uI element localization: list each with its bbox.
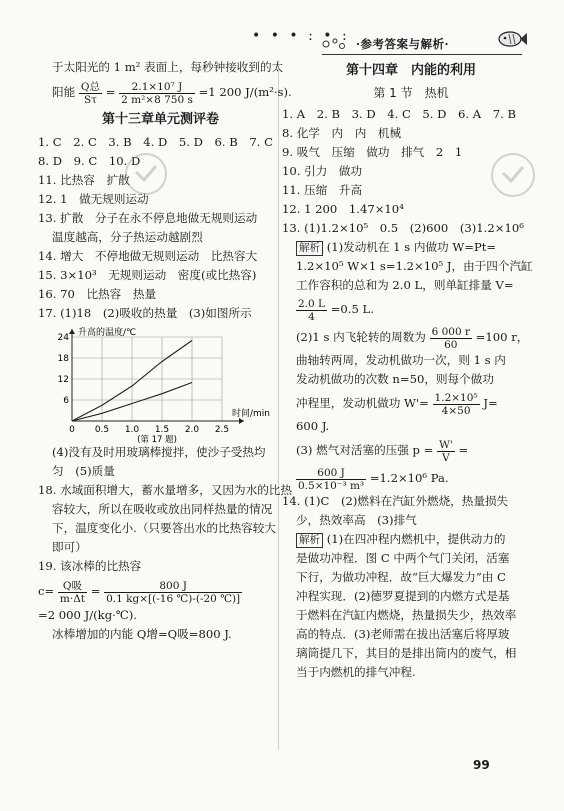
frac-den: 2 m²×8 750 s [121, 93, 193, 106]
decor-dots: • • • : • : [252, 28, 350, 44]
x-tick-label: 0 [69, 425, 75, 435]
frac-num: 1.2×10⁵ [434, 391, 478, 404]
intro-fraction-2 [119, 81, 195, 106]
ans-14-analysis-4: 冲程实现．(2)德罗夏提到的内燃方式是基 [296, 589, 510, 603]
work-prefix: 冲程里，发动机做功 W'= [296, 396, 429, 410]
intro-prefix: 阳能 [52, 85, 76, 99]
rev-result: =100 r， [475, 330, 529, 344]
ans-13-analysis-4 [282, 295, 540, 323]
answer-15: 15. 3×10³ 无规则运动 密度(或比热容) [38, 268, 257, 282]
ans-12: 12. 1 200 1.47×10⁴ [282, 202, 404, 216]
ans-13-analysis-1 [282, 238, 540, 257]
frac-num: 2.1×10⁷ J [119, 81, 195, 94]
answer-18: 18. 水域面积增大，蓄水量增多，又因为水的比热 [38, 483, 292, 497]
y-axis-label: 升高的温度/℃ [78, 328, 137, 338]
ans-14-analysis-7: 璃筒提几下，其目的是排出筒内的废气，相 [296, 646, 517, 660]
x-tick-label: 2.5 [214, 425, 230, 435]
frac-num: Q总 [80, 80, 100, 93]
frac-den: 0.1 kg×[(-16 ℃)-(-20 ℃)] [106, 592, 241, 605]
frac-den: 4×50 [441, 404, 471, 417]
rev-fraction [430, 326, 472, 351]
ans-13-analysis-10 [282, 436, 540, 464]
chapter-13-heading: 第十三章单元测评卷 [101, 112, 219, 127]
answer-11: 11. 比热容 扩散 [38, 173, 130, 187]
ans-13-analysis-7: 发动机做功的次数 n=50，则每个做功 [296, 372, 494, 386]
answer-18-cont3: 即可） [52, 540, 87, 554]
frac-den: 4 [308, 310, 315, 323]
frac-den: Sτ [83, 93, 97, 106]
x-tick-label: 1.5 [154, 425, 170, 435]
rev-prefix: (2)1 s 内飞轮转的周数为 [296, 330, 426, 344]
analysis-tag: 解析 [296, 241, 323, 256]
answer-17-cont2: 匀 (5)质量 [52, 464, 115, 478]
x-axis-label: 时间/min [232, 409, 271, 419]
header-rule [322, 54, 522, 55]
answer-19-formula [38, 576, 283, 606]
y-axis-arrow [69, 329, 75, 334]
ans-13-analysis-11 [282, 464, 540, 492]
section-1-heading: 第 1 节 热机 [373, 86, 449, 100]
ans-13-analysis-8 [282, 389, 540, 417]
answer-18-cont: 容较大，所以在吸收或放出同样热量的情况 [52, 502, 273, 516]
answer-14: 14. 增大 不停地做无规则运动 比热容大 [38, 249, 258, 263]
x-tick-label: 2.0 [184, 425, 200, 435]
ans-14-analysis-8: 当于内燃机的排气冲程. [296, 665, 416, 679]
work-fraction [433, 392, 480, 417]
frac-den: m·Δt [59, 592, 86, 605]
ans-14-analysis-5: 于燃料在汽缸内燃烧，热量损失少，热效率 [296, 608, 517, 622]
answer-19-end: 冰棒增加的内能 Q增=Q吸=800 J. [52, 627, 232, 641]
y-tick-label: 6 [63, 396, 69, 406]
fish-icon [496, 28, 528, 50]
c-prefix: c= [38, 584, 55, 598]
ans-14-analysis-6: 高的特点．(3)老师需在拔出活塞后将厚玻 [296, 627, 510, 641]
frac-num: 800 J [104, 580, 242, 593]
ans-14-analysis-3: 下行，为做功冲程．故“巨大爆发力”由 C [296, 570, 506, 584]
pressure-fraction [437, 439, 455, 464]
answer-8-10: 8. D 9. C 10. D [38, 154, 141, 168]
intro-line-2 [38, 77, 292, 107]
header-title: ·参考答案与解析· [356, 37, 450, 51]
ans-9: 9. 吸气 压缩 做功 排气 2 1 [282, 145, 463, 159]
intro-eq: = [105, 85, 116, 99]
frac-num: 6 000 r [431, 325, 470, 338]
x-tick-label: 1.0 [124, 425, 140, 435]
watermark-seal-icon [488, 150, 538, 200]
intro-result: =1 200 J/(m²·s). [198, 85, 292, 99]
answer-12: 12. 1 做无规则运动 [38, 192, 149, 206]
ans-13-analysis-6: 曲轴转两周，发动机做功一次，则 1 s 内 [296, 353, 506, 367]
ans-10: 10. 引力 做功 [282, 164, 363, 178]
y-tick-label: 18 [57, 354, 69, 364]
chart-caption: (第 17 题) [137, 435, 177, 443]
frac-den: 0.5×10⁻³ m³ [298, 479, 365, 492]
analysis-text: (1)发动机在 1 s 内做功 W=Pt= [326, 240, 497, 254]
ans-13: 13. (1)1.2×10⁵ 0.5 (2)600 (3)1.2×10⁶ [282, 221, 524, 235]
ans-1-7: 1. A 2. B 3. D 4. C 5. D 6. A 7. B [282, 107, 517, 121]
ans-14-analysis-1 [282, 530, 540, 549]
bubble-icon [320, 36, 350, 52]
volume-result: =0.5 L. [330, 302, 374, 316]
frac-num: 600 J [296, 467, 366, 480]
pressure-fraction-2 [296, 467, 366, 492]
answer-18-cont2: 下，温度变化小.（只要答出水的比热容较大 [52, 521, 276, 535]
q19-result: 2 000 J/(kg·℃). [47, 608, 137, 622]
ans-8: 8. 化学 内 内 机械 [282, 126, 402, 140]
page-header [0, 0, 564, 58]
intro-line-1: 于太阳光的 1 m² 表面上，每秒钟接收到的太 [52, 60, 284, 74]
answer-13-cont: 温度越高，分子热运动越剧烈 [52, 230, 203, 244]
frac-num: 2.0 L [298, 297, 326, 310]
answer-13: 13. 扩散 分子在永不停息地做无规则运动 [38, 211, 258, 225]
answer-17-cont: (4)没有及时用玻璃棒搅拌，使沙子受热均 [52, 445, 266, 459]
page-number: 99 [473, 758, 490, 772]
answer-17: 17. (1)18 (2)吸收的热量 (3)如图所示 [38, 306, 252, 320]
answer-1-7: 1. C 2. C 3. B 4. D 5. D 6. B 7. C [38, 135, 274, 149]
y-tick-label: 12 [57, 375, 69, 385]
x-tick-label: 0.5 [94, 425, 110, 435]
pressure-result: =1.2×10⁶ Pa. [369, 471, 449, 485]
work-rest: J= [483, 396, 498, 410]
pressure-eq: = [458, 443, 469, 457]
q19-fraction-1 [58, 580, 87, 605]
ans-13-analysis-5 [282, 323, 540, 351]
intro-fraction-1 [79, 81, 102, 106]
chart-svg [38, 323, 283, 443]
pressure-prefix: (3) 燃气对活塞的压强 p = [296, 443, 434, 457]
temperature-chart [38, 323, 283, 443]
ans-13-analysis-9: 600 J. [296, 419, 330, 433]
chapter-14-heading: 第十四章 内能的利用 [345, 63, 476, 78]
ans-14: 14. (1)C (2)燃料在汽缸外燃烧，热量损失 [282, 494, 509, 508]
frac-num: Q吸 [58, 580, 87, 593]
frac-den: 60 [444, 338, 458, 351]
analysis-tag: 解析 [296, 533, 323, 548]
frac-den: V [442, 451, 450, 464]
answer-16: 16. 70 比热容 热量 [38, 287, 157, 301]
frac-num: W' [439, 438, 453, 451]
ans-13-analysis-3: 工作容积的总和为 2.0 L，则单缸排量 V= [296, 278, 514, 292]
q19-eq: = [90, 584, 101, 598]
watermark-seal-icon [122, 150, 170, 198]
volume-fraction [296, 298, 327, 323]
ans-13-analysis-2: 1.2×10⁵ W×1 s=1.2×10⁵ J，由于四个汽缸 [296, 259, 533, 273]
answer-19: 19. 该冰棒的比热容 [38, 559, 142, 573]
analysis-text: (1)在四冲程内燃机中，提供动力的 [326, 532, 506, 546]
ans-14-cont: 少，热效率高 (3)排气 [296, 513, 417, 527]
q19-eq2: = [38, 608, 48, 622]
answer-19-result [38, 606, 283, 625]
left-column [38, 58, 292, 644]
y-tick-label: 24 [57, 333, 69, 343]
q19-fraction-2 [104, 580, 242, 605]
ans-11: 11. 压缩 升高 [282, 183, 363, 197]
ans-14-analysis-2: 是做功冲程．图 C 中两个气门关闭，活塞 [296, 551, 510, 565]
